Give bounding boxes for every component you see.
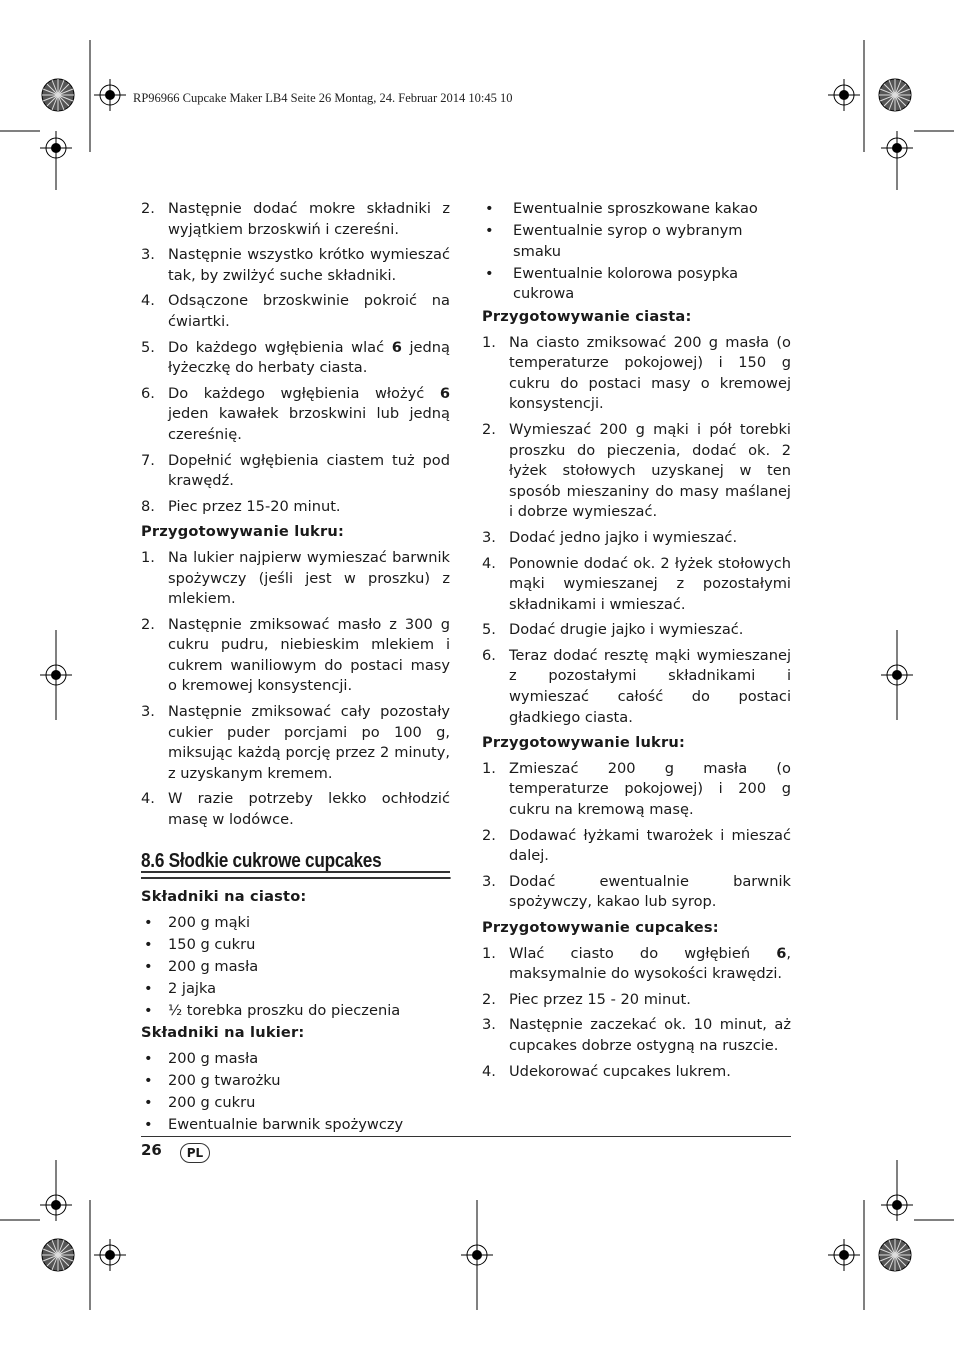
list-item	[141, 702, 450, 784]
footer-rule	[141, 1136, 791, 1137]
step-text	[168, 703, 450, 782]
list-item	[482, 944, 791, 985]
step-number: 3.	[482, 1016, 496, 1034]
list-item	[141, 451, 450, 492]
step-number: 1.	[141, 548, 155, 566]
step-number: 4.	[141, 292, 155, 310]
step-text-part: Piec przez 15 - 20 minut.	[509, 990, 691, 1008]
cupcake-steps-list	[482, 944, 791, 1083]
bullet-icon: •	[144, 913, 153, 931]
ingredient-text: 2 jajka	[168, 980, 217, 998]
step-text	[509, 555, 791, 613]
list-item	[141, 1093, 450, 1114]
step-number: 1.	[482, 333, 496, 351]
list-item	[482, 264, 791, 305]
list-item	[482, 1062, 791, 1083]
baking-steps-list	[141, 199, 450, 517]
print-header: RP96966 Cupcake Maker LB4 Seite 26 Montag, 24. Februar 2014 10:45 10	[133, 91, 513, 105]
list-item	[482, 1015, 791, 1056]
step-text-part: Dodawać łyżkami twarożek i mieszać dalej.	[509, 826, 791, 865]
bullet-icon: •	[144, 1116, 153, 1134]
bullet-icon: •	[144, 958, 153, 975]
step-number: 3.	[482, 872, 496, 890]
step-number: 2.	[482, 990, 496, 1008]
list-item	[141, 935, 450, 956]
step-text	[509, 529, 737, 546]
list-item	[141, 1049, 450, 1070]
list-item	[482, 826, 791, 867]
step-number: 3.	[482, 528, 496, 546]
step-text-part: Dopełnić wgłębienia ciastem tuż pod krawędź.	[168, 451, 450, 490]
step-number: 2.	[482, 826, 496, 844]
step-number: 7.	[141, 451, 155, 469]
ingredient-text: Ewentualnie barwnik spożywczy	[168, 1116, 404, 1134]
list-item	[141, 615, 450, 697]
list-item	[141, 1115, 450, 1136]
icing-ingredients-list	[141, 1049, 450, 1136]
step-text	[509, 334, 791, 413]
bullet-icon: •	[485, 200, 494, 217]
step-number: 5.	[141, 338, 155, 356]
step-number: 5.	[482, 621, 496, 639]
step-text	[168, 200, 450, 238]
cupcake-prep-heading: Przygotowywanie cupcakes:	[482, 919, 719, 936]
bullet-icon: •	[485, 264, 494, 282]
step-text-part: jeden kawałek brzoskwini lub jedną czereśnię.	[168, 405, 450, 443]
list-item	[141, 1001, 450, 1022]
step-text	[509, 1063, 731, 1080]
step-number: 4.	[482, 1062, 496, 1080]
step-text	[168, 339, 450, 377]
step-number: 2.	[482, 420, 496, 438]
list-item	[141, 548, 450, 610]
list-item	[482, 872, 791, 913]
ingredient-text: Ewentualnie sproszkowane kakao	[513, 200, 758, 217]
ingredient-text: 200 g masła	[168, 958, 259, 975]
step-text-part: Wlać ciasto do wgłębień	[509, 944, 777, 962]
step-text	[168, 385, 450, 443]
bullet-icon: •	[144, 1049, 153, 1067]
list-item	[141, 384, 450, 446]
left-column	[141, 199, 450, 1137]
ingredient-text: 200 g twarożku	[168, 1071, 281, 1089]
list-item	[482, 333, 791, 415]
step-text-part: Dodać jedno jajko i wymieszać.	[509, 528, 738, 546]
list-item	[482, 528, 791, 549]
step-text	[168, 246, 450, 284]
step-text	[509, 760, 791, 818]
step-text-part: , maksymalnie do wysokości krawędzi.	[509, 944, 791, 983]
part-number-ref: 6	[391, 338, 402, 356]
step-text	[509, 827, 791, 865]
step-text-part: Udekorować cupcakes lukrem.	[509, 1062, 731, 1080]
step-text	[168, 452, 450, 490]
step-number: 2.	[141, 615, 155, 633]
ingredient-text: 200 g cukru	[168, 1094, 256, 1112]
step-text	[168, 292, 450, 330]
ingredient-text: 200 g mąki	[168, 913, 251, 931]
step-text-part: Następnie zmiksować cały pozostały cukier puder porcjami po 100 g, miksując każdą porcję przez 2 minuty, z uzyskanym kremem.	[168, 703, 450, 782]
step-text	[168, 498, 341, 515]
icing-heading: Przygotowywanie lukru:	[141, 523, 344, 541]
step-text	[168, 790, 450, 828]
list-item	[482, 620, 791, 641]
list-item	[482, 554, 791, 616]
step-number: 8.	[141, 497, 155, 515]
dough-prep-heading: Przygotowywanie ciasta:	[482, 307, 692, 325]
list-item	[141, 338, 450, 379]
step-text-part: Piec przez 15-20 minut.	[168, 497, 341, 515]
list-item	[482, 221, 791, 262]
step-text	[509, 873, 791, 911]
step-text-part: Wymieszać 200 g mąki i pół torebki proszku do pieczenia, dodać ok. 2 łyżek stołowych uzyskanej w ten sposób mieszaniny do masy maślanej i dobrze wymieszać.	[509, 420, 791, 521]
step-text-part: Dodać ewentualnie barwnik spożywczy, kakao lub syrop.	[509, 872, 791, 911]
step-text	[509, 621, 743, 638]
icing-ingredients-heading: Składniki na lukier:	[141, 1024, 305, 1042]
step-text-part: jedną łyżeczkę do herbaty ciasta.	[168, 338, 450, 377]
step-text	[509, 647, 791, 726]
list-item	[141, 1071, 450, 1092]
dough-ingredients-heading: Składniki na ciasto:	[141, 888, 307, 906]
bullet-icon: •	[144, 980, 153, 998]
ingredient-text: 150 g cukru	[168, 935, 256, 953]
bullet-icon: •	[144, 1071, 153, 1089]
optional-ingredients-list	[482, 199, 791, 305]
list-item	[482, 420, 791, 523]
dough-steps-list	[482, 333, 791, 729]
step-number: 6.	[141, 384, 155, 402]
step-text	[509, 1016, 791, 1054]
list-item	[141, 497, 450, 518]
step-number: 4.	[141, 790, 155, 808]
step-text-part: Zmieszać 200 g masła (o temperaturze pokojowej) i 200 g cukru na kremową masę.	[509, 759, 791, 819]
step-text	[168, 549, 450, 607]
icing-prep-steps-list	[482, 759, 791, 913]
step-number: 1.	[482, 944, 496, 962]
ingredient-text: ½ torebka proszku do pieczenia	[168, 1002, 401, 1020]
icing-steps-list	[141, 548, 450, 831]
list-item	[482, 199, 791, 220]
step-text-part: Na lukier najpierw wymieszać barwnik spożywczy (jeśli jest w proszku) z mlekiem.	[168, 548, 450, 608]
step-number: 1.	[482, 759, 496, 777]
step-number: 3.	[141, 703, 155, 721]
part-number-ref: 6	[439, 384, 450, 402]
dough-ingredients-list	[141, 913, 450, 1022]
step-text-part: Odsączone brzoskwinie pokroić na ćwiartki.	[168, 292, 450, 330]
step-text-part: Do każdego wgłębienia wlać	[168, 338, 392, 356]
step-text-part: Następnie dodać mokre składniki z wyjątkiem brzoskwiń i czereśni.	[168, 200, 450, 238]
page-number: 26	[141, 1141, 162, 1159]
list-item	[141, 199, 450, 240]
step-text	[509, 991, 691, 1008]
ingredient-text: Ewentualnie syrop o wybranym smaku	[513, 222, 743, 260]
bullet-icon: •	[144, 935, 153, 953]
step-text-part: Następnie zaczekać ok. 10 minut, aż cupcakes dobrze ostygną na ruszcie.	[509, 1016, 791, 1054]
step-text	[509, 945, 791, 983]
section-title: 8.6 Słodkie cukrowe cupcakes	[141, 851, 451, 880]
ingredient-text: Ewentualnie kolorowa posypka cukrowa	[513, 264, 739, 303]
list-item	[141, 913, 450, 934]
list-item	[141, 957, 450, 978]
step-text-part: W razie potrzeby lekko ochłodzić masę w lodówce.	[168, 790, 450, 829]
step-number: 3.	[141, 246, 155, 264]
list-item	[482, 759, 791, 821]
ingredient-text: 200 g masła	[168, 1049, 259, 1067]
step-text-part: Do każdego wgłębienia włożyć	[168, 384, 440, 402]
part-number-ref: 6	[776, 944, 787, 962]
list-item	[482, 990, 791, 1011]
right-column	[482, 199, 791, 1087]
step-text-part: Ponownie dodać ok. 2 łyżek stołowych mąki wymieszanej z pozostałymi składnikami i wmieszać.	[509, 554, 791, 613]
icing-prep-heading: Przygotowywanie lukru:	[482, 734, 685, 752]
step-text-part: Teraz dodać resztę mąki wymieszanej z pozostałymi składnikami i wymieszać całość do postaci gładkiego ciasta.	[509, 646, 791, 726]
step-number: 4.	[482, 554, 496, 572]
list-item	[141, 245, 450, 286]
step-text-part: Następnie wszystko krótko wymieszać tak, by zwilżyć suche składniki.	[168, 246, 450, 284]
list-item	[141, 291, 450, 332]
list-item	[141, 979, 450, 1000]
list-item	[141, 789, 450, 830]
bullet-icon: •	[144, 1094, 153, 1112]
step-number: 6.	[482, 646, 496, 664]
bullet-icon: •	[144, 1002, 153, 1020]
bullet-icon: •	[485, 222, 494, 240]
step-number: 2.	[141, 200, 155, 217]
step-text-part: Dodać drugie jajko i wymieszać.	[509, 621, 744, 639]
list-item	[482, 646, 791, 728]
step-text-part: Następnie zmiksować masło z 300 g cukru pudru, niebieskim mlekiem i cukrem waniliowym do postaci masy o kremowej konsystencji.	[168, 615, 450, 695]
language-badge: PL	[180, 1143, 210, 1163]
step-text-part: Na ciasto zmiksować 200 g masła (o temperaturze pokojowej) i 150 g cukru do postaci masy o kremowej konsystencji.	[509, 333, 791, 413]
step-text	[168, 616, 450, 695]
step-text	[509, 421, 791, 520]
